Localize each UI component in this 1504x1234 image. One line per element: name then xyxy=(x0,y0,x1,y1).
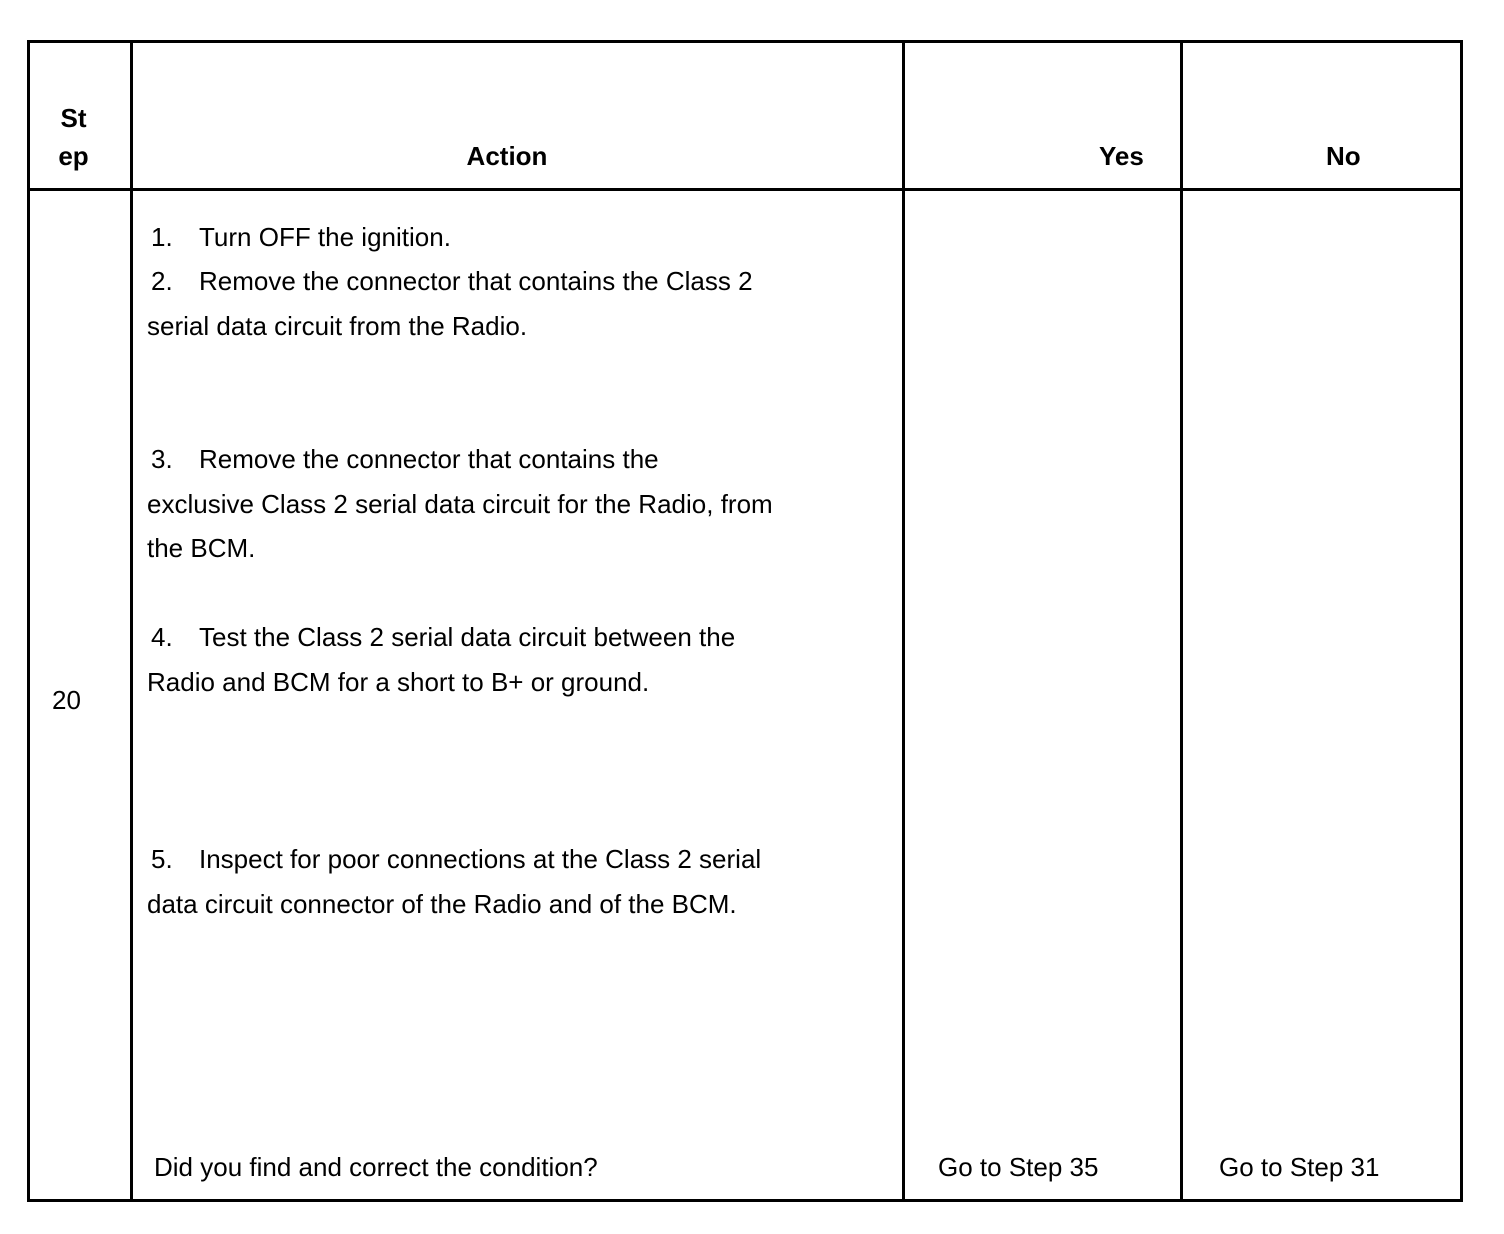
step-header-line1: St xyxy=(60,103,87,133)
item-4-line1: Test the Class 2 serial data circuit between the xyxy=(199,622,736,652)
column-divider-yes xyxy=(1180,43,1183,1199)
header-divider xyxy=(30,188,1460,191)
item-3-line3: the BCM. xyxy=(147,533,256,563)
yes-result: Go to Step 35 xyxy=(938,1152,1099,1182)
action-item-3 xyxy=(147,437,773,571)
item-2-line1: Remove the connector that contains the Class 2 xyxy=(199,266,753,296)
item-4-line2: Radio and BCM for a short to B+ or ground. xyxy=(147,666,650,697)
step-number: 20 xyxy=(52,685,81,715)
step-header-line2: ep xyxy=(58,141,89,171)
column-divider-action xyxy=(902,43,905,1199)
item-5-number: 5. xyxy=(151,844,173,874)
question-text: Did you find and correct the condition? xyxy=(154,1152,598,1182)
item-3-line1: Remove the connector that contains the xyxy=(199,444,659,474)
item-5-line2: data circuit connector of the Radio and of the BCM. xyxy=(147,888,737,919)
action-item-4 xyxy=(147,615,735,704)
action-header: Action xyxy=(466,141,548,171)
diagnostic-table xyxy=(27,40,1463,1202)
yes-header: Yes xyxy=(1099,141,1144,171)
step-header xyxy=(30,99,117,175)
action-item-1 xyxy=(147,215,451,260)
action-item-5 xyxy=(147,837,761,926)
item-2-number: 2. xyxy=(151,266,173,296)
item-1-number: 1. xyxy=(151,222,173,252)
action-item-2 xyxy=(147,259,753,348)
item-4-number: 4. xyxy=(151,622,173,652)
item-2-line2: serial data circuit from the Radio. xyxy=(147,310,528,341)
column-divider-step xyxy=(130,43,133,1199)
no-result: Go to Step 31 xyxy=(1219,1152,1380,1182)
item-3-line2: exclusive Class 2 serial data circuit for the Radio, from xyxy=(147,488,773,519)
item-5-line1: Inspect for poor connections at the Class 2 serial xyxy=(199,844,762,874)
item-3-number: 3. xyxy=(151,444,173,474)
item-1-line1: Turn OFF the ignition. xyxy=(199,222,451,252)
no-header: No xyxy=(1326,141,1361,171)
